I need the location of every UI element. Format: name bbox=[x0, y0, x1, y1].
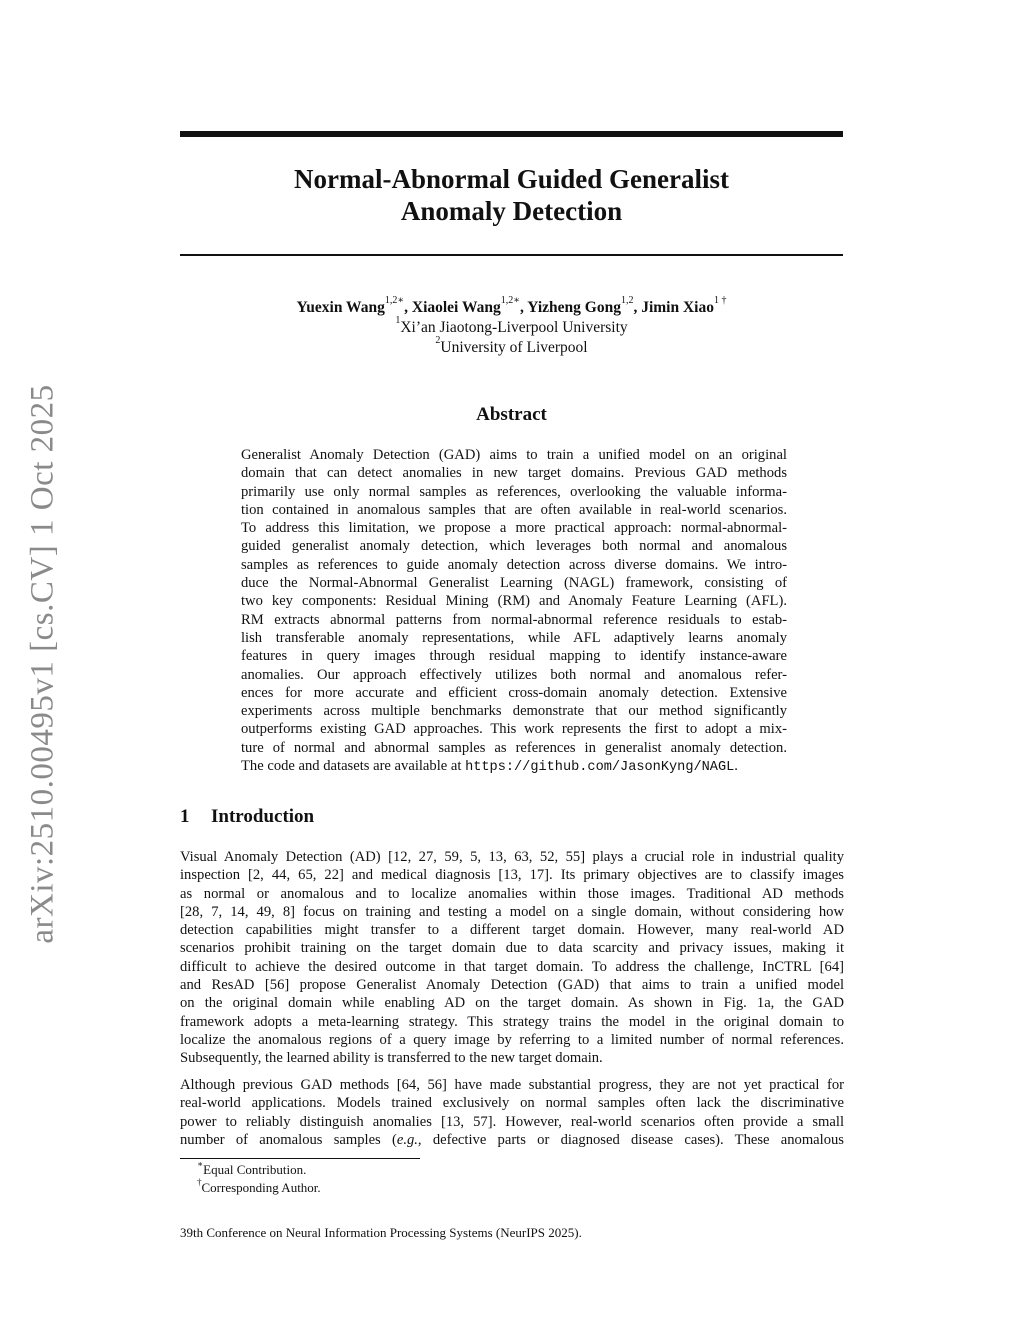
abstract-last-line bbox=[241, 757, 787, 777]
title-line: Normal-Abnormal Guided Generalist bbox=[294, 164, 729, 194]
paragraph-line: on the original domain while enabling AD on the target domain. As shown in Fig. 1a, the GAD bbox=[180, 995, 844, 1012]
paragraph-line: Subsequently, the learned ability is transferred to the new target domain. bbox=[180, 1050, 603, 1067]
venue-footer: 39th Conference on Neural Information Processing Systems (NeurIPS 2025). bbox=[180, 1225, 582, 1240]
paragraph-line: Visual Anomaly Detection (AD) [12, 27, 59, 5, 13, 63, 52, 55] plays a crucial role in industrial quality bbox=[180, 849, 844, 865]
abstract-code-prefix: The code and datasets are available at bbox=[241, 758, 466, 775]
title-line: Anomaly Detection bbox=[400, 196, 623, 226]
paper-title bbox=[180, 163, 843, 227]
author-marks: 1,2 bbox=[620, 295, 634, 306]
paragraph-line: and ResAD [56] propose Generalist Anomaly Detection (GAD) that aims to train a unified model bbox=[180, 977, 844, 994]
affiliation-text: University of Liverpool bbox=[440, 339, 588, 356]
paragraph-line: Although previous GAD methods [64, 56] have made substantial progress, they are not yet practical for bbox=[180, 1077, 844, 1093]
affiliation-text: Xi’an Jiaotong-Liverpool University bbox=[400, 319, 628, 336]
paragraph-line: power to reliably distinguish anomalies [13, 57]. However, real-world scenarios often provide a small bbox=[180, 1113, 844, 1130]
abstract-line: guided generalist anomaly detection, which leverages both normal and anomalous bbox=[241, 538, 787, 555]
author-name: Xiaolei Wang bbox=[411, 299, 501, 316]
footnote bbox=[197, 1161, 321, 1179]
author-name: Yizheng Gong bbox=[527, 299, 621, 316]
abstract-line: features in query images through residual mapping to identify instance-aware bbox=[241, 648, 787, 665]
footnote-mark: † bbox=[197, 1177, 202, 1187]
footnotes bbox=[197, 1161, 321, 1197]
paragraph-line: real-world applications. Models trained exclusively on normal samples often lack the discriminative bbox=[180, 1095, 844, 1112]
arxiv-identifier-stamp: arXiv:2510.00495v1 [cs.CV] 1 Oct 2025 bbox=[24, 384, 61, 944]
line-italic-text: e.g. bbox=[396, 1131, 418, 1148]
abstract-heading: Abstract bbox=[476, 404, 547, 425]
code-repository-link[interactable]: https://github.com/JasonKyng/NAGL bbox=[465, 760, 735, 776]
abstract-line: duce the Normal-Abnormal Generalist Learning (NAGL) framework, consisting of bbox=[241, 575, 787, 592]
abstract-line: anomalies. Our approach effectively utilizes both normal and anomalous refer- bbox=[241, 666, 787, 683]
section-heading-introduction bbox=[180, 806, 314, 828]
abstract-line: two key components: Residual Mining (RM) and Anomaly Feature Learning (AFL). bbox=[241, 593, 787, 610]
title-bottom-rule bbox=[180, 254, 843, 256]
affiliation-mark: 1 bbox=[395, 315, 401, 326]
paragraph-line: localize the anomalous regions of a query image by referring to a limited number of normal references. bbox=[180, 1031, 844, 1048]
author-block bbox=[180, 295, 843, 358]
footnote bbox=[197, 1179, 321, 1197]
abstract-line: primarily use only normal samples as references, overlooking the valuable informa- bbox=[241, 483, 787, 500]
abstract-line: samples as references to guide anomaly detection across diverse domains. We intro- bbox=[241, 556, 787, 573]
paragraph-line: as normal or anomalous and to localize anomalies within those images. Traditional AD methods bbox=[180, 885, 844, 902]
paragraph-line: scenarios prohibit training on the target domain due to data scarcity and privacy issues, making it bbox=[180, 940, 844, 957]
abstract-line: ences for more accurate and efficient cross-domain anomaly detection. Extensive bbox=[241, 684, 787, 701]
abstract-body bbox=[241, 446, 787, 777]
introduction-paragraph-2 bbox=[180, 1076, 844, 1149]
abstract-line: outperforms existing GAD approaches. This work represents the first to adopt a mix- bbox=[241, 721, 787, 738]
author-marks: 1,2∗ bbox=[384, 295, 405, 306]
footnote-text: Equal Contribution. bbox=[203, 1162, 307, 1177]
footnote-mark: ∗ bbox=[197, 1159, 204, 1169]
footnote-text: Corresponding Author. bbox=[201, 1180, 321, 1195]
paragraph-line: difficult to achieve the desired outcome in that target domain. To address the challenge, InCTRL [64] bbox=[180, 958, 844, 975]
abstract-line: tion contained in anomalous samples that are often available in real-world scenarios. bbox=[241, 501, 787, 518]
title-top-rule bbox=[180, 131, 843, 137]
abstract-line: ture of normal and abnormal samples as references in generalist anomaly detection. bbox=[241, 739, 787, 756]
line-text: , defective parts or diagnosed disease cases). These anomalous bbox=[417, 1131, 844, 1148]
affiliation-mark: 2 bbox=[435, 335, 441, 346]
author-marks: 1 † bbox=[713, 295, 727, 306]
introduction-paragraph-1 bbox=[180, 848, 844, 1068]
abstract-line: lish transferable anomaly representations, while AFL adaptively learns anomaly bbox=[241, 629, 787, 646]
author-list: Yuexin Wang$^{1,2∗}$, Xiaolei Wang$^{1,2∗}$, Yizheng Gong$^{1,2}$, Jimin Xiao$^{1 \dagger}$ bbox=[296, 295, 727, 316]
affiliation bbox=[180, 315, 843, 338]
paragraph-line bbox=[180, 1131, 844, 1149]
abstract-line: RM extracts abnormal patterns from normal-abnormal reference residuals to estab- bbox=[241, 611, 787, 628]
section-title: Introduction bbox=[211, 806, 315, 827]
line-text: number of anomalous samples ( bbox=[180, 1131, 397, 1148]
abstract-line: Generalist Anomaly Detection (GAD) aims to train a unified model on an original bbox=[241, 447, 787, 463]
abstract-code-suffix: . bbox=[734, 758, 738, 775]
author-marks: 1,2∗ bbox=[500, 295, 521, 306]
paragraph-line: inspection [2, 44, 65, 22] and medical diagnosis [13, 17]. Its primary objectives are to classify images bbox=[180, 867, 844, 884]
paragraph-line: detection capabilities might transfer to a different target domain. However, many real-world AD bbox=[180, 922, 844, 939]
abstract-line: domain that can detect anomalies in new target domains. Previous GAD methods bbox=[241, 465, 787, 482]
paragraph-line: framework adopts a meta-learning strategy. This strategy trains the model in the original domain to bbox=[180, 1013, 844, 1030]
author-name: Jimin Xiao bbox=[641, 299, 714, 316]
footnote-rule bbox=[180, 1158, 420, 1159]
author-name: Yuexin Wang bbox=[296, 299, 385, 316]
section-number: 1 bbox=[180, 806, 190, 827]
abstract-line: experiments across multiple benchmarks demonstrate that our method significantly bbox=[241, 703, 787, 720]
abstract-line: To address this limitation, we propose a more practical approach: normal-abnormal- bbox=[241, 520, 787, 537]
affiliation bbox=[180, 335, 843, 358]
paragraph-line: [28, 7, 14, 49, 8] focus on training and testing a model on a single domain, without considering how bbox=[180, 903, 844, 920]
